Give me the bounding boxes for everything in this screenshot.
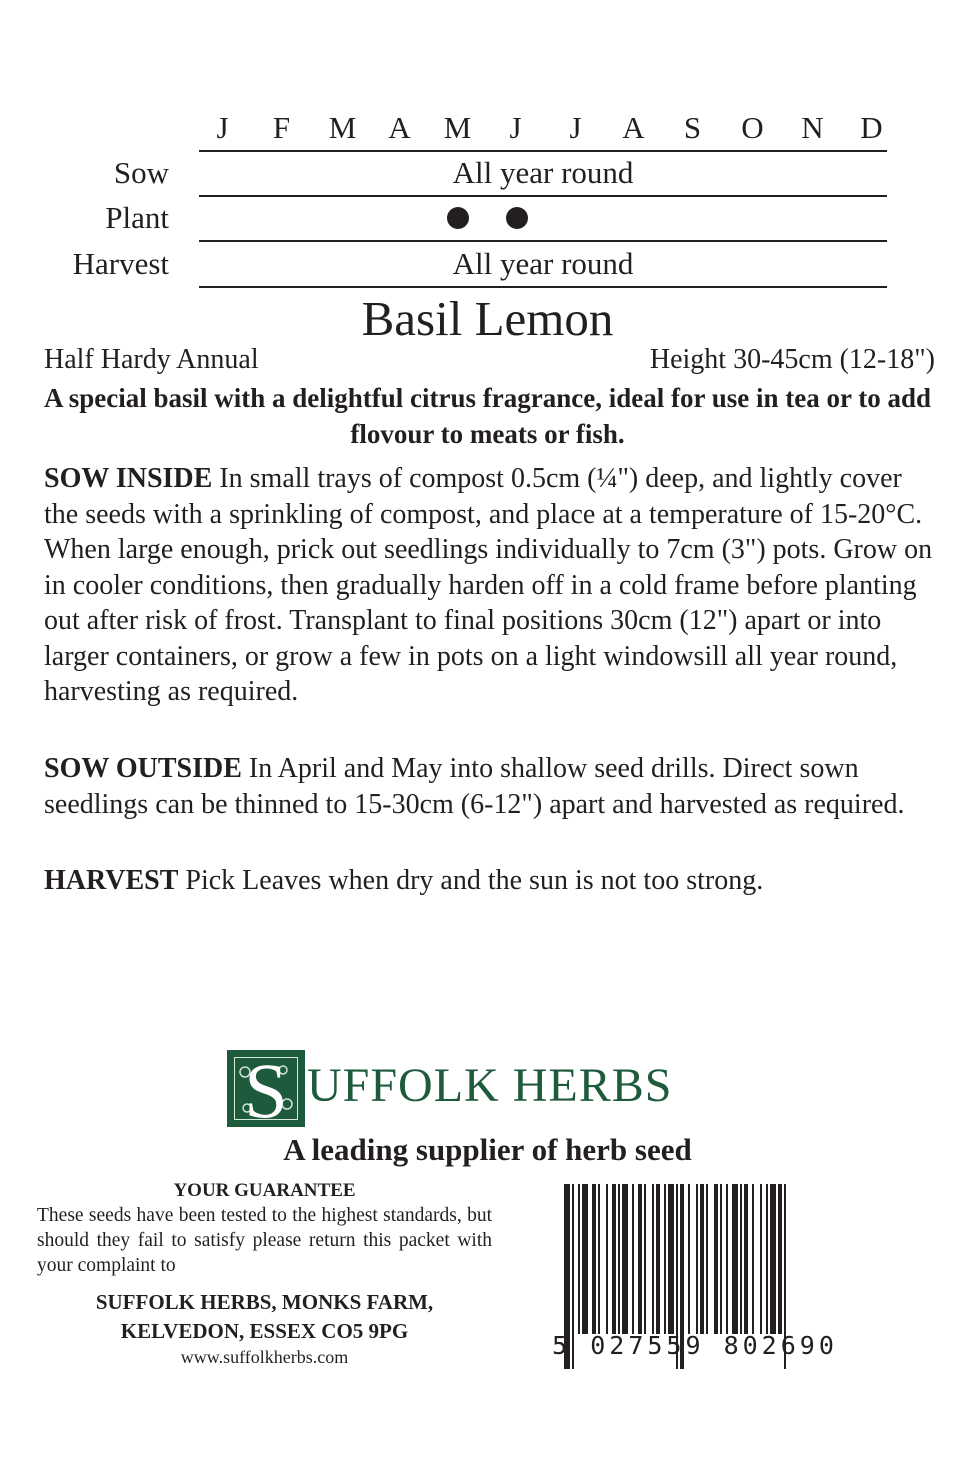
supplier-tagline: A leading supplier of herb seed: [283, 1132, 692, 1167]
harvest-value: All year round: [452, 246, 634, 281]
product-title: Basil Lemon: [361, 291, 614, 346]
barcode-bar: [578, 1184, 580, 1334]
barcode-bar: [766, 1184, 768, 1334]
barcode-bar: [744, 1184, 748, 1334]
guarantee-text: These seeds have been tested to the highest standards, but should they fail to satisfy please return this packet with your complaint to: [37, 1205, 492, 1276]
sow-label: Sow: [113, 155, 169, 190]
month-mar: M: [328, 110, 358, 145]
barcode-bar: [638, 1184, 642, 1334]
calendar-rule: [199, 286, 887, 288]
sow-outside-section: [44, 751, 939, 822]
sow-inside-section: [44, 461, 939, 710]
barcode-bar: [726, 1184, 728, 1334]
month-sep: S: [683, 110, 703, 145]
barcode-bar: [656, 1184, 660, 1334]
month-jun: J: [509, 110, 523, 145]
barcode-bar: [644, 1184, 646, 1334]
barcode-bar: [740, 1184, 742, 1334]
sow-value: All year round: [452, 155, 634, 190]
sow-inside-heading: SOW INSIDE: [44, 463, 213, 494]
month-oct: O: [741, 110, 765, 145]
suffolk-herbs-logo-icon: [227, 1047, 305, 1134]
month-feb: F: [272, 110, 292, 145]
barcode-bar: [696, 1184, 698, 1334]
barcode-bar: [622, 1184, 628, 1334]
plant-dot-may: [447, 207, 469, 229]
sow-inside-text: In small trays of compost 0.5cm (¼") deep, and lightly cover the seeds with a sprinkling of compost, and place at a temperature of 15-20°C. When large enough, prick out seedlings individually to 7cm (3") pots. Grow on in cooler conditions, then gradually harden off in a cold frame before planting out after risk of frost. Transplant to final positions 30cm (12") apart or into larger containers, or grow a few in pots on a light windowsill all year round, harvesting as required.: [44, 463, 933, 707]
barcode-bar: [752, 1184, 754, 1334]
barcode-bar: [770, 1184, 776, 1334]
logo-letter: S: [244, 1047, 288, 1134]
barcode-bar: [706, 1184, 708, 1334]
month-apr: A: [388, 110, 412, 145]
barcode-bar: [592, 1184, 596, 1334]
month-nov: N: [801, 110, 825, 145]
month-dec: D: [860, 110, 884, 145]
product-tagline: A special basil with a delightful citrus fragrance, ideal for use in tea or to add flovour to meats or fish.: [44, 383, 931, 449]
plant-height: Height 30-45cm (12-18"): [649, 344, 935, 375]
barcode-bar: [714, 1184, 718, 1334]
address: [37, 1288, 492, 1346]
harvest-heading: HARVEST: [44, 865, 179, 896]
sow-outside-heading: SOW OUTSIDE: [44, 753, 242, 784]
harvest-text: Pick Leaves when dry and the sun is not too strong.: [178, 865, 764, 896]
barcode-bar: [778, 1184, 782, 1334]
month-jan: J: [216, 110, 230, 145]
barcode-bar: [688, 1184, 690, 1334]
barcode-number: 5 027559 802690: [552, 1331, 838, 1360]
harvest-section: [44, 863, 939, 899]
barcode-bar: [700, 1184, 704, 1334]
harvest-label: Harvest: [72, 246, 169, 281]
barcode-bar: [632, 1184, 634, 1334]
barcode-bar: [612, 1184, 616, 1334]
plant-dot-jun: [506, 207, 528, 229]
calendar-rule: [199, 195, 887, 197]
brand-name: UFFOLK HERBS: [307, 1059, 673, 1112]
website-link[interactable]: www.suffolkherbs.com: [180, 1347, 349, 1367]
barcode-bar: [732, 1184, 738, 1334]
month-jul: J: [569, 110, 583, 145]
barcode-bar: [598, 1184, 600, 1334]
calendar-rule: [199, 240, 887, 242]
plant-label: Plant: [105, 200, 169, 235]
barcode-bar: [720, 1184, 722, 1334]
barcode-bar: [760, 1184, 762, 1334]
calendar-rule: [199, 150, 887, 152]
month-aug: A: [622, 110, 646, 145]
barcode-bar: [668, 1184, 674, 1334]
plant-type: Half Hardy Annual: [44, 344, 259, 375]
guarantee-title: YOUR GUARANTEE: [173, 1180, 356, 1201]
barcode-bar: [582, 1184, 588, 1334]
address-line-2: KELVEDON, ESSEX CO5 9PG: [120, 1319, 409, 1343]
barcode-bar: [606, 1184, 608, 1334]
barcode-bar: [664, 1184, 666, 1334]
month-may: M: [443, 110, 473, 145]
barcode-bar: [618, 1184, 620, 1334]
barcode-bar: [652, 1184, 654, 1334]
address-line-1: SUFFOLK HERBS, MONKS FARM,: [95, 1290, 434, 1314]
sow-outside-text: In April and May into shallow seed drills. Direct sown seedlings can be thinned to 15-30cm (6-12") apart and harvested as required.: [44, 753, 905, 820]
